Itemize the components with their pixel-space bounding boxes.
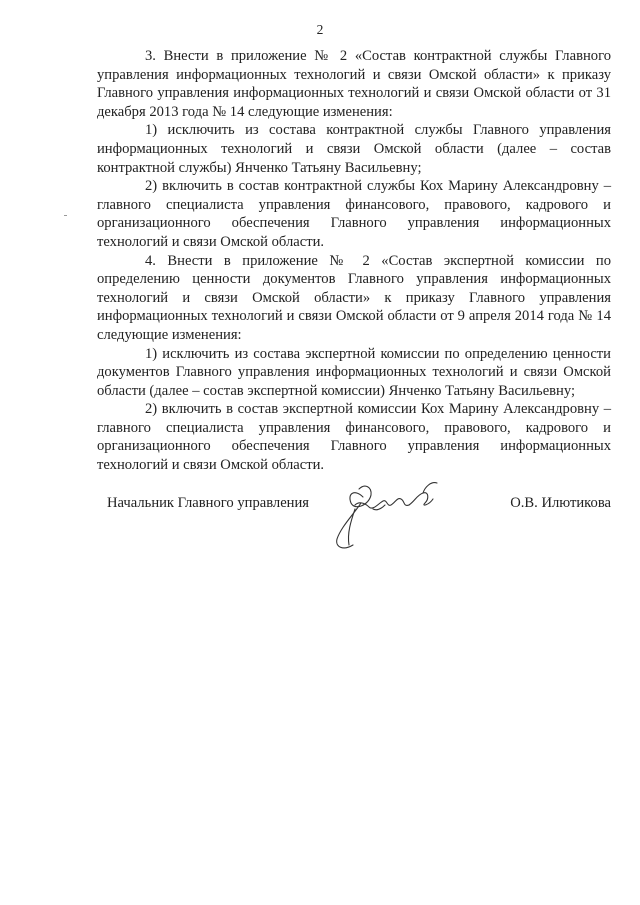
paragraph-item-3-sub-2: 2) включить в состав контрактной службы Кох Марину Александровну – главного специалиста управления финансового, правового, кадрового и организационного обеспечения Главного управления информационных технологий и связи Омской области. — [97, 178, 611, 250]
paragraph-item-4-sub-2: 2) включить в состав экспертной комиссии Кох Марину Александровну – главного специалиста управления финансового, правового, кадрового и организационного обеспечения Главного управления информационных технологий и связи Омской области. — [97, 401, 611, 474]
paragraph-item-4-sub-1: 1) исключить из состава экспертной комиссии по определению ценности документов Главного управления информационных технологий и связи Омской области (далее – состав экспертной комиссии) Янченко Татьяну Васильевну; — [97, 345, 611, 399]
paragraph-item-3: 3. Внести в приложение № 2 «Состав контрактной службы Главного управления информационных технологий и связи Омской области» к приказу Главного управления информационных технологий и связи Омской области от 31 декабря 2013 года № 14 следующие изменения: — [97, 48, 611, 120]
paragraph-item-4: 4. Внести в приложение № 2 «Состав экспертной комиссии по определению ценности документов Главного управления информационных технологий и связи Омской области» к приказу Главного управления информационных технологий и связи Омской области от 9 апреля 2014 года № 14 следующие изменения: — [97, 252, 611, 343]
signer-name: О.В. Илютикова — [510, 495, 611, 511]
signature-block — [107, 495, 611, 565]
document-body — [97, 47, 611, 475]
handwritten-signature — [325, 475, 465, 565]
signer-title: Начальник Главного управления — [107, 495, 310, 511]
paragraph-item-3-sub-1: 1) исключить из состава контрактной службы Главного управления информационных технологий и связи Омской области (далее – состав контрактной службы) Янченко Татьяну Васильевну; — [97, 122, 611, 176]
scan-margin-mark — [64, 215, 67, 216]
page-number: 2 — [316, 22, 324, 37]
